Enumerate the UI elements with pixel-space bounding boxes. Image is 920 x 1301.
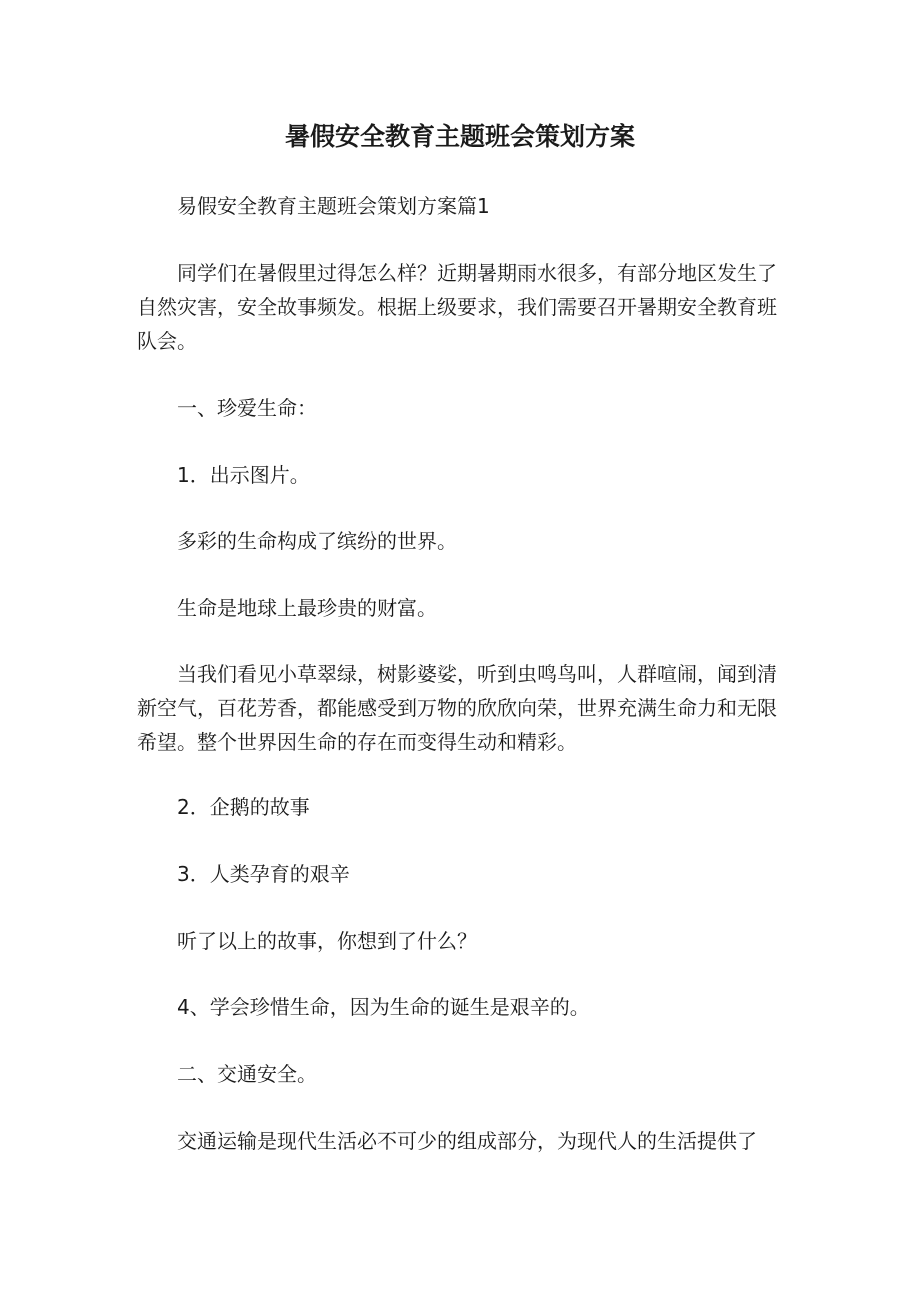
paragraph-2-line-3: 希望。整个世界因生命的存在而变得生动和精彩。	[137, 730, 577, 754]
list-item-1: 1．出示图片。	[177, 463, 310, 487]
document-subtitle: 易假安全教育主题班会策划方案篇1	[177, 194, 490, 218]
text-colorful-life: 多彩的生命构成了缤纷的世界。	[177, 529, 457, 553]
list-item-3: 3．人类孕育的艰辛	[177, 862, 350, 886]
question-text: 听了以上的故事，你想到了什么？	[177, 929, 477, 953]
paragraph-2-line-2: 新空气，百花芳香，都能感受到万物的欣欣向荣，世界充满生命力和无限	[137, 696, 777, 720]
paragraph-1-line-2: 自然灾害，安全故事频发。根据上级要求，我们需要召开暑期安全教育班	[137, 295, 777, 319]
document-title: 暑假安全教育主题班会策划方案	[284, 122, 635, 151]
paragraph-2-line-1: 当我们看见小草翠绿，树影婆娑，听到虫鸣鸟叫，人群喧闹，闻到清	[177, 662, 777, 686]
list-item-4: 4、学会珍惜生命，因为生命的诞生是艰辛的。	[177, 995, 590, 1019]
paragraph-3-line-1: 交通运输是现代生活必不可少的组成部分，为现代人的生活提供了	[177, 1129, 757, 1153]
list-item-2: 2．企鹅的故事	[177, 795, 310, 819]
section-2-heading: 二、交通安全。	[177, 1062, 317, 1086]
paragraph-1-line-3: 队会。	[137, 329, 197, 353]
section-1-heading: 一、珍爱生命：	[177, 396, 317, 420]
text-life-treasure: 生命是地球上最珍贵的财富。	[177, 596, 437, 620]
paragraph-1-line-1: 同学们在暑假里过得怎么样？近期暑期雨水很多，有部分地区发生了	[177, 261, 777, 285]
